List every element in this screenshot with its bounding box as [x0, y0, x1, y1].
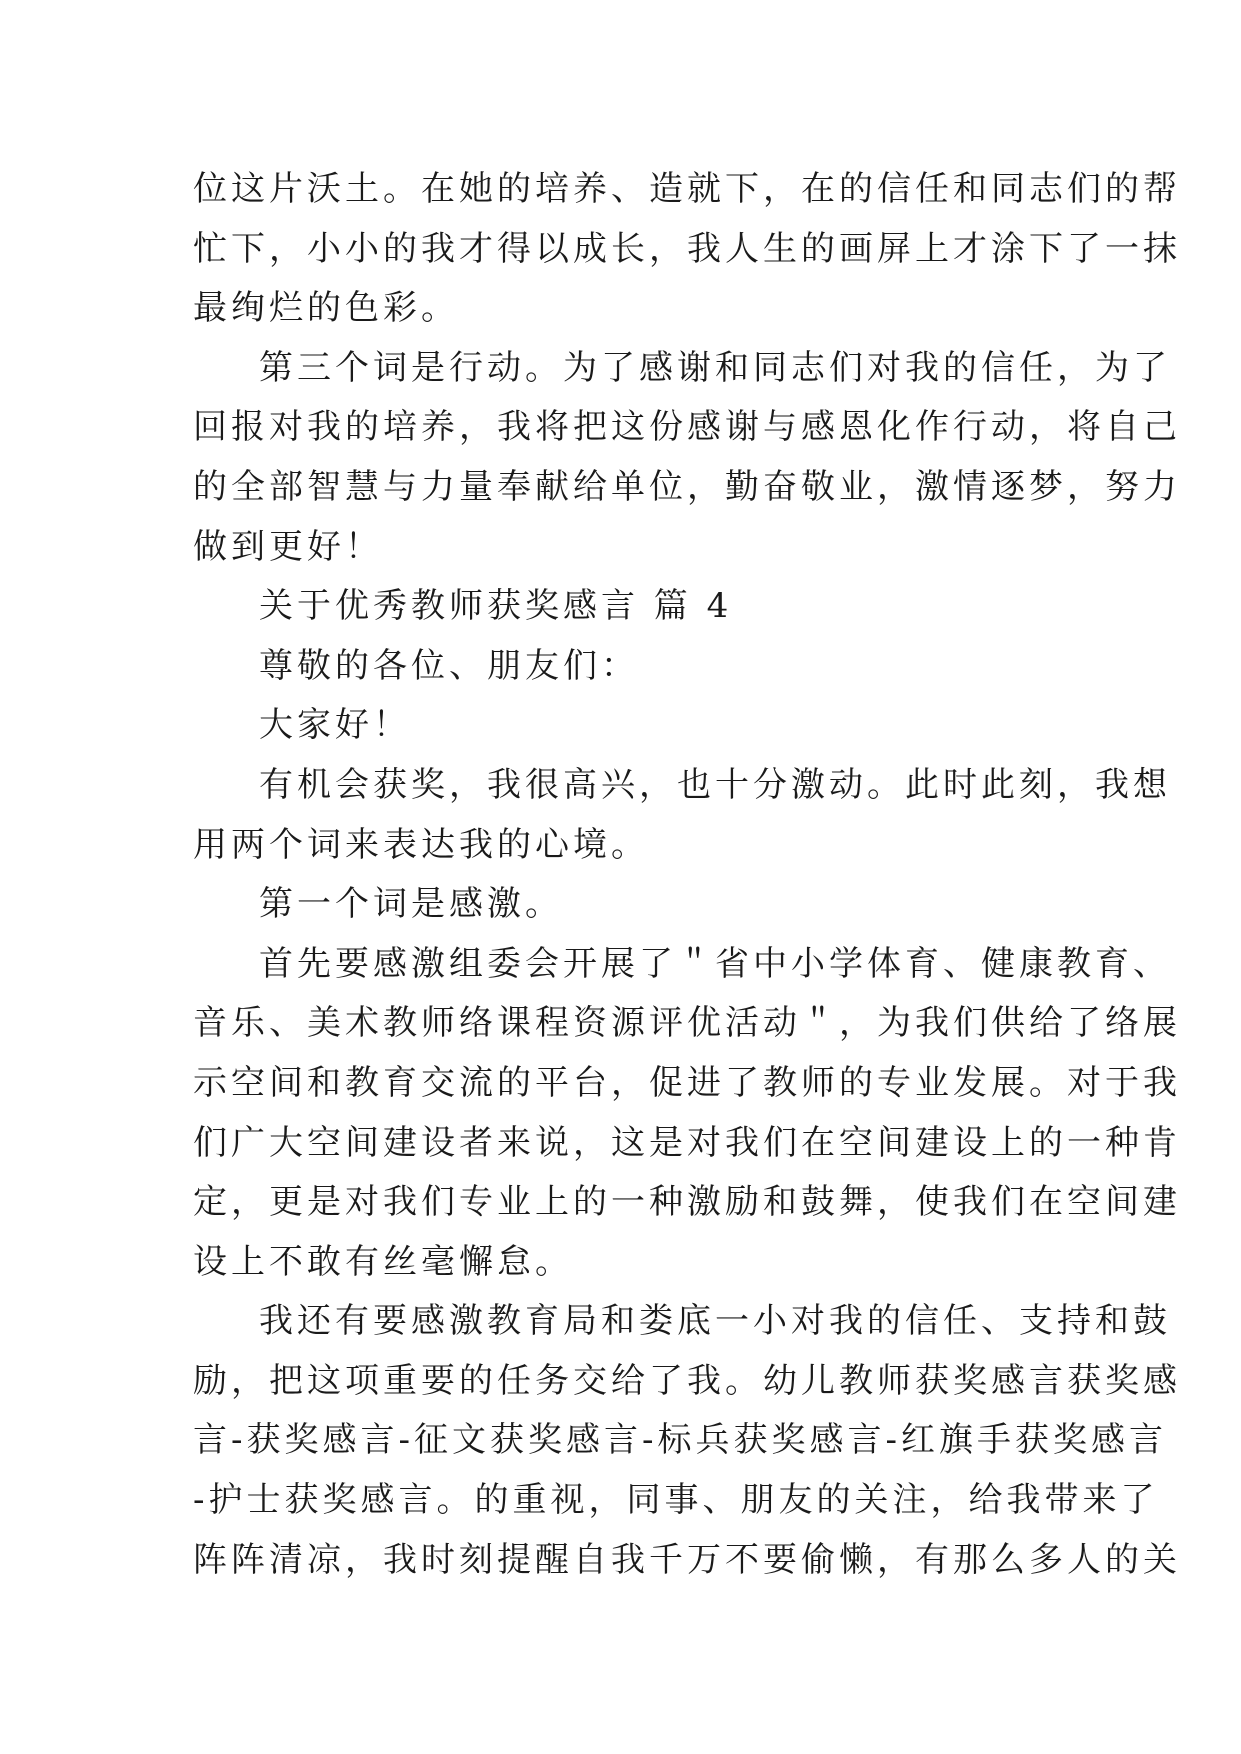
- text-line: 的全部智慧与力量奉献给单位，勤奋敬业，激情逐梦，努力: [193, 466, 1181, 507]
- text-line: 最绚烂的色彩。: [193, 288, 459, 329]
- text-line: 音乐、美术教师络课程资源评优活动＂，为我们供给了络展: [193, 1003, 1181, 1044]
- text-line: 我还有要感激教育局和娄底一小对我的信任、支持和鼓: [259, 1301, 1171, 1342]
- text-line: 励，把这项重要的任务交给了我。幼儿教师获奖感言获奖感: [193, 1360, 1181, 1401]
- text-line: 回报对我的培养，我将把这份感谢与感恩化作行动，将自己: [193, 407, 1181, 448]
- text-line: 定，更是对我们专业上的一种激励和鼓舞，使我们在空间建: [193, 1182, 1181, 1223]
- text-line: 第三个词是行动。为了感谢和同志们对我的信任，为了: [259, 347, 1171, 388]
- text-line: 位这片沃土。在她的培养、造就下，在的信任和同志们的帮: [193, 169, 1181, 209]
- text-line: 示空间和教育交流的平台，促进了教师的专业发展。对于我: [193, 1062, 1181, 1103]
- text-line: 们广大空间建设者来说，这是对我们在空间建设上的一种肯: [193, 1122, 1181, 1163]
- text-line: 关于优秀教师获奖感言 篇 4: [259, 586, 733, 627]
- text-line: 尊敬的各位、朋友们：: [259, 645, 639, 686]
- text-line: 首先要感激组委会开展了＂省中小学体育、健康教育、: [259, 943, 1171, 984]
- text-line: -护士获奖感言。的重视，同事、朋友的关注，给我带来了: [193, 1480, 1159, 1521]
- text-line: 阵阵清凉，我时刻提醒自我千万不要偷懒，有那么多人的关: [193, 1539, 1181, 1580]
- text-line: 忙下，小小的我才得以成长，我人生的画屏上才涂下了一抹: [193, 228, 1181, 269]
- text-line: 大家好！: [259, 705, 411, 746]
- document-body: [193, 160, 1181, 1590]
- text-line: 第一个词是感激。: [259, 884, 563, 925]
- text-line: 言-获奖感言-征文获奖感言-标兵获奖感言-红旗手获奖感言: [193, 1420, 1167, 1461]
- text-line: 做到更好！: [193, 526, 383, 567]
- text-line: 设上不敢有丝毫懈怠。: [193, 1241, 573, 1282]
- text-line: 用两个词来表达我的心境。: [193, 824, 649, 865]
- text-line: 有机会获奖，我很高兴，也十分激动。此时此刻，我想: [259, 764, 1171, 805]
